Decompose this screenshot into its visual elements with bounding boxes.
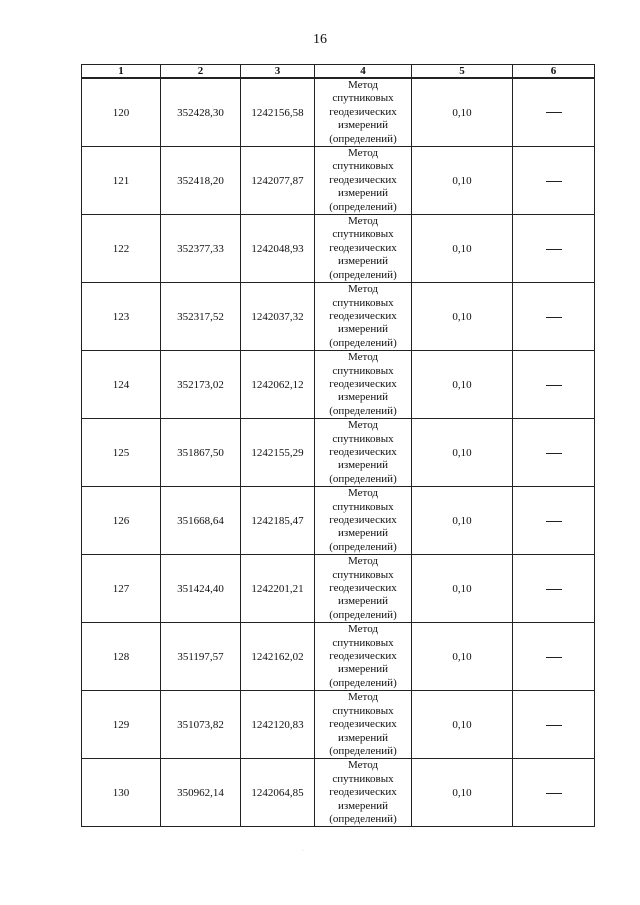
- table-row: [82, 419, 595, 487]
- dash-mark: [546, 725, 562, 726]
- point-id-cell: 130: [82, 759, 161, 827]
- table-row: [82, 487, 595, 555]
- header-col-5: 5: [412, 65, 513, 79]
- footer-mark: ·: [302, 848, 304, 854]
- header-col-1: 1: [82, 65, 161, 79]
- point-id-cell: 120: [82, 78, 161, 147]
- accuracy-cell: 0,10: [412, 487, 513, 555]
- y-coordinate-cell: 1242077,87: [241, 147, 315, 215]
- point-id-cell: 128: [82, 623, 161, 691]
- y-coordinate-cell: 1242062,12: [241, 351, 315, 419]
- table-row: [82, 283, 595, 351]
- y-coordinate-cell: 1242156,58: [241, 78, 315, 147]
- point-id-cell: 122: [82, 215, 161, 283]
- dash-mark: [546, 453, 562, 454]
- x-coordinate-cell: 351073,82: [161, 691, 241, 759]
- y-coordinate-cell: 1242162,02: [241, 623, 315, 691]
- method-cell: [315, 215, 412, 283]
- note-cell: [513, 419, 595, 487]
- x-coordinate-cell: 352173,02: [161, 351, 241, 419]
- note-cell: [513, 351, 595, 419]
- y-coordinate-cell: 1242064,85: [241, 759, 315, 827]
- table-row: [82, 691, 595, 759]
- point-id-cell: 127: [82, 555, 161, 623]
- method-text: Метод спутниковых геодезических измерений (определений): [329, 215, 397, 281]
- method-text: Метод спутниковых геодезических измерений (определений): [329, 147, 397, 213]
- dash-mark: [546, 385, 562, 386]
- y-coordinate-cell: 1242048,93: [241, 215, 315, 283]
- method-text: Метод спутниковых геодезических измерений (определений): [329, 487, 397, 553]
- method-text: Метод спутниковых геодезических измерений (определений): [329, 419, 397, 485]
- note-cell: [513, 78, 595, 147]
- y-coordinate-cell: 1242037,32: [241, 283, 315, 351]
- table-row: [82, 351, 595, 419]
- x-coordinate-cell: 351867,50: [161, 419, 241, 487]
- dash-mark: [546, 317, 562, 318]
- table-row: [82, 623, 595, 691]
- x-coordinate-cell: 351424,40: [161, 555, 241, 623]
- page-number: 16: [313, 32, 327, 47]
- table-row: [82, 78, 595, 147]
- y-coordinate-cell: 1242201,21: [241, 555, 315, 623]
- coordinates-table: [81, 64, 595, 827]
- accuracy-cell: 0,10: [412, 759, 513, 827]
- x-coordinate-cell: 351197,57: [161, 623, 241, 691]
- note-cell: [513, 283, 595, 351]
- dash-mark: [546, 521, 562, 522]
- note-cell: [513, 691, 595, 759]
- point-id-cell: 129: [82, 691, 161, 759]
- point-id-cell: 121: [82, 147, 161, 215]
- header-col-6: 6: [513, 65, 595, 79]
- method-cell: [315, 759, 412, 827]
- method-text: Метод спутниковых геодезических измерений (определений): [329, 283, 397, 349]
- note-cell: [513, 487, 595, 555]
- note-cell: [513, 759, 595, 827]
- method-cell: [315, 283, 412, 351]
- header-col-2: 2: [161, 65, 241, 79]
- table-row: [82, 215, 595, 283]
- table-row: [82, 759, 595, 827]
- x-coordinate-cell: 352428,30: [161, 78, 241, 147]
- note-cell: [513, 623, 595, 691]
- table-body: [82, 78, 595, 827]
- method-text: Метод спутниковых геодезических измерений (определений): [329, 691, 397, 757]
- point-id-cell: 125: [82, 419, 161, 487]
- accuracy-cell: 0,10: [412, 215, 513, 283]
- method-cell: [315, 555, 412, 623]
- table-row: [82, 147, 595, 215]
- note-cell: [513, 215, 595, 283]
- y-coordinate-cell: 1242120,83: [241, 691, 315, 759]
- method-cell: [315, 487, 412, 555]
- point-id-cell: 126: [82, 487, 161, 555]
- dash-mark: [546, 249, 562, 250]
- point-id-cell: 124: [82, 351, 161, 419]
- x-coordinate-cell: 352317,52: [161, 283, 241, 351]
- dash-mark: [546, 589, 562, 590]
- header-col-3: 3: [241, 65, 315, 79]
- dash-mark: [546, 793, 562, 794]
- header-col-4: 4: [315, 65, 412, 79]
- accuracy-cell: 0,10: [412, 419, 513, 487]
- x-coordinate-cell: 352377,33: [161, 215, 241, 283]
- method-text: Метод спутниковых геодезических измерений (определений): [329, 79, 397, 145]
- note-cell: [513, 555, 595, 623]
- table-row: [82, 555, 595, 623]
- accuracy-cell: 0,10: [412, 555, 513, 623]
- accuracy-cell: 0,10: [412, 78, 513, 147]
- accuracy-cell: 0,10: [412, 623, 513, 691]
- method-text: Метод спутниковых геодезических измерений (определений): [329, 351, 397, 417]
- x-coordinate-cell: 351668,64: [161, 487, 241, 555]
- method-cell: [315, 147, 412, 215]
- dash-mark: [546, 112, 562, 113]
- accuracy-cell: 0,10: [412, 351, 513, 419]
- method-cell: [315, 623, 412, 691]
- note-cell: [513, 147, 595, 215]
- method-cell: [315, 351, 412, 419]
- header-row: [82, 65, 595, 79]
- x-coordinate-cell: 350962,14: [161, 759, 241, 827]
- method-cell: [315, 419, 412, 487]
- y-coordinate-cell: 1242185,47: [241, 487, 315, 555]
- x-coordinate-cell: 352418,20: [161, 147, 241, 215]
- accuracy-cell: 0,10: [412, 283, 513, 351]
- method-cell: [315, 78, 412, 147]
- accuracy-cell: 0,10: [412, 147, 513, 215]
- method-text: Метод спутниковых геодезических измерений (определений): [329, 623, 397, 689]
- accuracy-cell: 0,10: [412, 691, 513, 759]
- method-text: Метод спутниковых геодезических измерений (определений): [329, 555, 397, 621]
- dash-mark: [546, 657, 562, 658]
- point-id-cell: 123: [82, 283, 161, 351]
- dash-mark: [546, 181, 562, 182]
- method-text: Метод спутниковых геодезических измерений (определений): [329, 759, 397, 825]
- y-coordinate-cell: 1242155,29: [241, 419, 315, 487]
- method-cell: [315, 691, 412, 759]
